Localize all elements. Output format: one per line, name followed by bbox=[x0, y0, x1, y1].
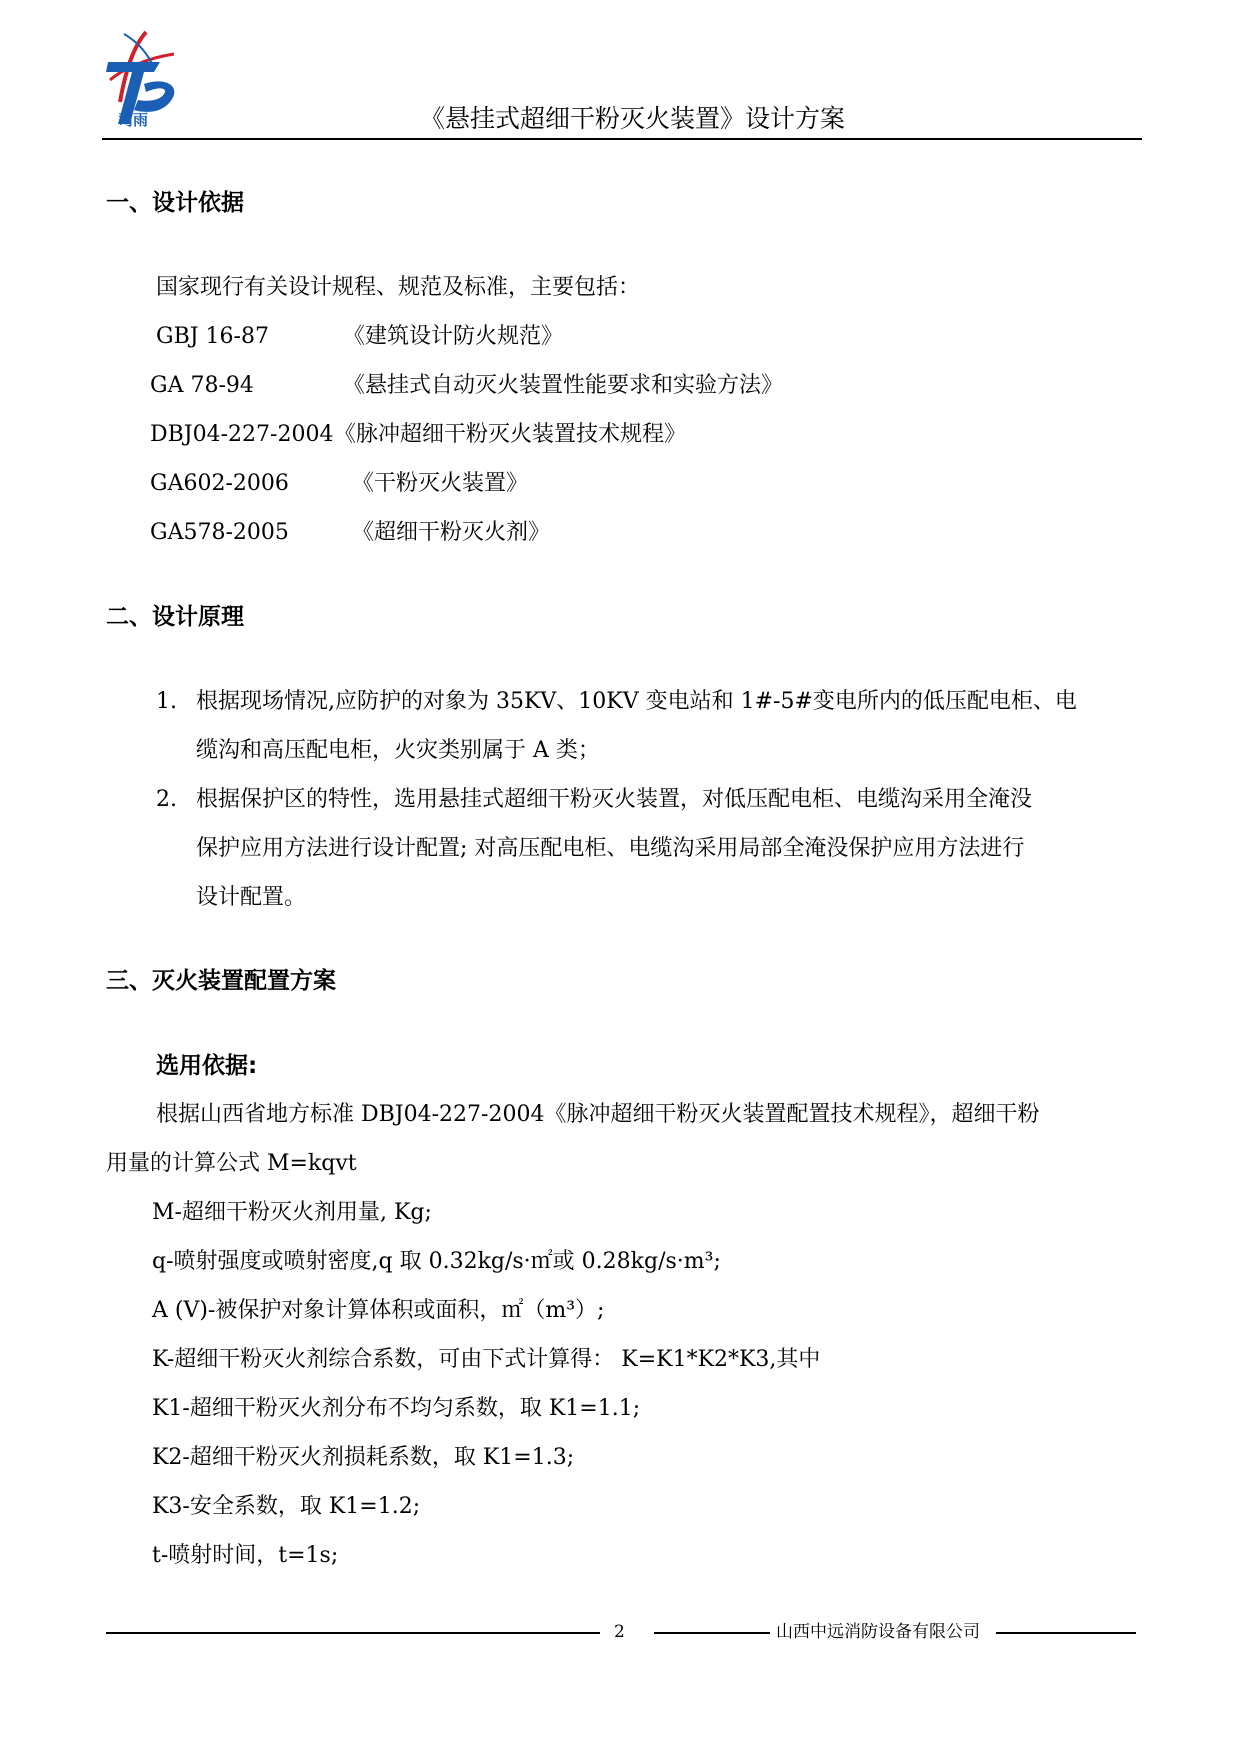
logo-text: 司雨 bbox=[118, 111, 149, 129]
definition-line: A (V)-被保护对象计算体积或面积，㎡（m³）; bbox=[152, 1298, 605, 1323]
document-title: 《悬挂式超细干粉灭火装置》设计方案 bbox=[420, 104, 846, 133]
section-1-intro: 国家现行有关设计规程、规范及标准，主要包括： bbox=[156, 275, 641, 300]
section-2-heading: 二、设计原理 bbox=[106, 604, 244, 630]
section-3-heading: 三、灭火装置配置方案 bbox=[106, 968, 336, 994]
standard-code: GBJ 16-87 bbox=[156, 324, 269, 349]
list-item-line: 保护应用方法进行设计配置; 对高压配电柜、电缆沟采用局部全淹没保护应用方法进行 bbox=[196, 836, 1025, 861]
footer-rule-middle bbox=[654, 1632, 770, 1634]
standard-name: 《建筑设计防火规范》 bbox=[343, 324, 564, 349]
standard-code: GA578-2005 bbox=[150, 520, 289, 545]
definition-line: K1-超细干粉灭火剂分布不均匀系数，取 K1=1.1; bbox=[152, 1396, 641, 1421]
standard-code: GA602-2006 bbox=[150, 471, 289, 496]
definition-line: K3-安全系数，取 K1=1.2; bbox=[152, 1494, 421, 1519]
list-item-line: 缆沟和高压配电柜，火灾类别属于 A 类； bbox=[196, 738, 600, 763]
header-divider bbox=[102, 138, 1142, 140]
page-number: 2 bbox=[614, 1622, 625, 1642]
standard-code: DBJ04-227-2004 bbox=[150, 422, 334, 447]
footer-rule-left bbox=[106, 1632, 600, 1634]
list-item-line: 设计配置。 bbox=[196, 885, 307, 910]
standard-name: 《超细干粉灭火剂》 bbox=[352, 520, 551, 545]
definition-line: t-喷射时间，t=1s; bbox=[152, 1543, 339, 1568]
list-item-number: 2. bbox=[156, 787, 177, 812]
footer-company: 山西中远消防设备有限公司 bbox=[776, 1622, 980, 1642]
paragraph-line: 根据山西省地方标准 DBJ04-227-2004《脉冲超细干粉灭火装置配置技术规程》，超细干粉 bbox=[156, 1102, 1040, 1127]
list-item-line: 根据现场情况,应防护的对象为 35KV、10KV 变电站和 1#-5#变电所内的低压配电柜、电 bbox=[196, 689, 1077, 714]
definition-line: K-超细干粉灭火剂综合系数，可由下式计算得： K=K1*K2*K3,其中 bbox=[152, 1347, 821, 1372]
footer-rule-right bbox=[996, 1632, 1136, 1634]
definition-line: M-超细干粉灭火剂用量, Kg; bbox=[152, 1200, 432, 1225]
paragraph-line: 用量的计算公式 M=kqvt bbox=[106, 1151, 357, 1176]
company-logo bbox=[104, 28, 184, 134]
section-3-subheading: 选用依据: bbox=[156, 1053, 258, 1079]
standard-code: GA 78-94 bbox=[150, 373, 254, 398]
section-1-heading: 一、设计依据 bbox=[106, 190, 244, 216]
list-item-line: 根据保护区的特性，选用悬挂式超细干粉灭火装置，对低压配电柜、电缆沟采用全淹没 bbox=[196, 787, 1033, 812]
standard-name: 《脉冲超细干粉灭火装置技术规程》 bbox=[334, 422, 687, 447]
standard-name: 《干粉灭火装置》 bbox=[352, 471, 529, 496]
standard-name: 《悬挂式自动灭火装置性能要求和实验方法》 bbox=[343, 373, 784, 398]
list-item-number: 1. bbox=[156, 689, 177, 714]
definition-line: K2-超细干粉灭火剂损耗系数，取 K1=1.3; bbox=[152, 1445, 575, 1470]
definition-line: q-喷射强度或喷射密度,q 取 0.32kg/s·㎡或 0.28kg/s·m³; bbox=[152, 1249, 721, 1274]
